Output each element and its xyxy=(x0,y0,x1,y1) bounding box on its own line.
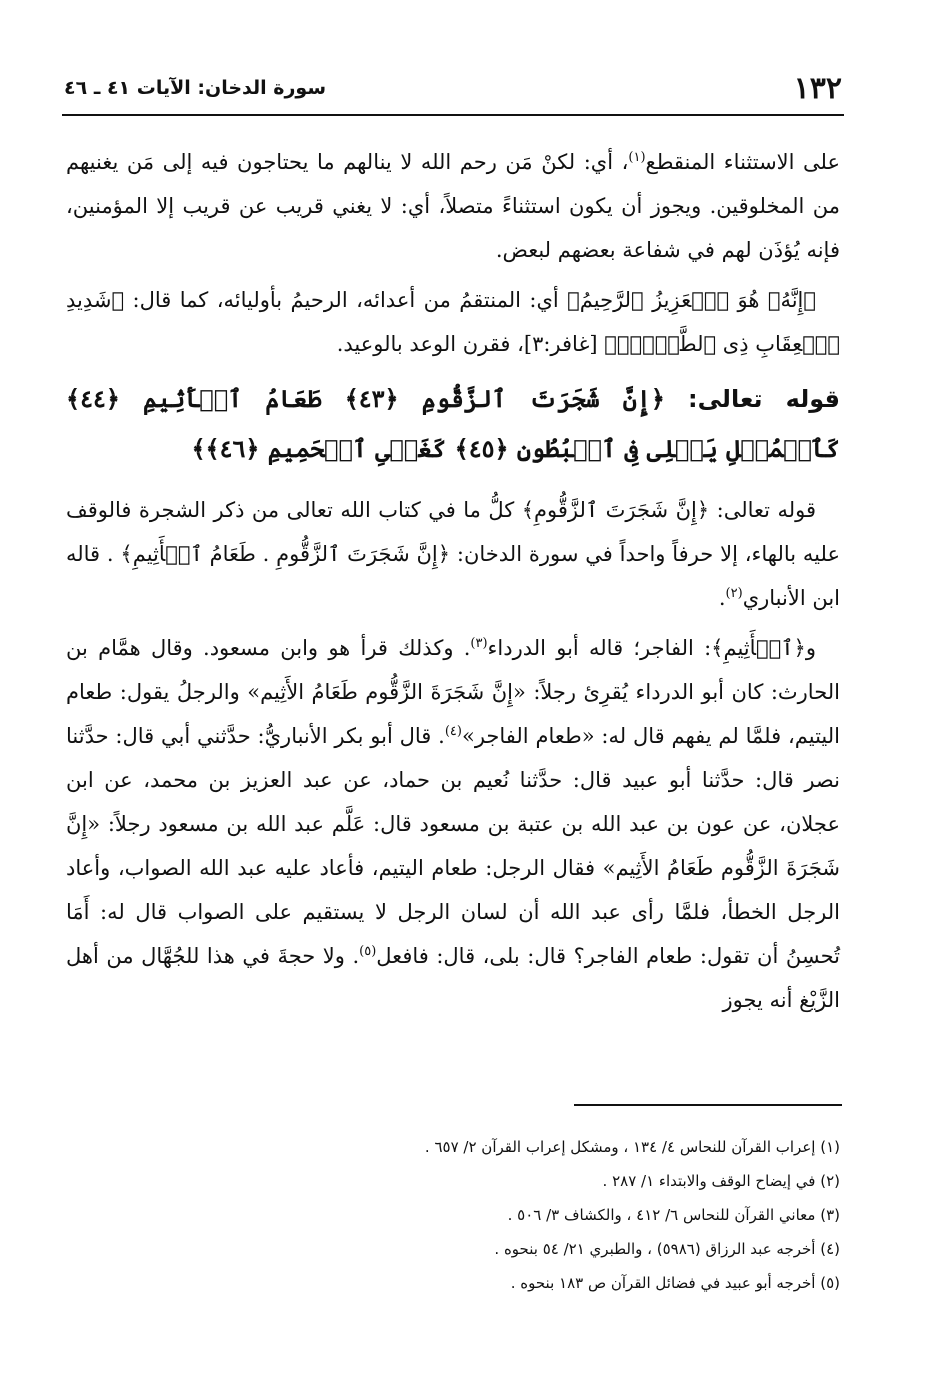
footnotes xyxy=(66,1130,840,1300)
main-text xyxy=(66,140,840,1028)
footnote-ref-4: (٤) xyxy=(444,724,462,739)
footnote-ref-2: (٢) xyxy=(725,586,743,601)
footnote: (١) إعراب القرآن للنحاس ٤/ ١٣٤ ، ومشكل إعراب القرآن ٢/ ٦٥٧ . xyxy=(424,1138,840,1156)
paragraph-4: و﴿ٱلۡأَثِيمِ﴾: الفاجر؛ قاله أبو الدرداء$^{(٣)}$. وكذلك قرأ هو وابن مسعود. وقال همَّام بن الحارث: كان أبو الدرداء يُقرِئ رجلاً: «إِنَّ شَجَرَةَ الزَّقُّوم طَعَامُ الأَثِيم» والرجلُ يقول: طعام اليتيم، فلمَّا لم يفهم قال له: «طعام الفاجر»$^{(٤)}$. قال أبو بكر الأنباريُّ: حدَّثني أبي قال: حدَّثنا نصر قال: حدَّثنا أبو عبيد قال: حدَّثنا نُعيم بن حماد، عن عبد العزيز بن محمد، عن ابن عجلان، عن عون بن عبد الله بن عتبة بن مسعود قال: عَلَّم عبد الله بن مسعود رجلاً: «إِنَّ شَجَرَةَ الزَّقُّوم طَعَامُ الأَثِيم» فقال الرجل: طعام اليتيم، فأعاد عليه عبد الله الصواب، وأعاد الرجل الخطأ، فلمَّا رأى عبد الله أن لسان الرجل لا يستقيم على الصواب قال له: أَمَا تُحسِنُ أن تقول: طعام الفاجر؟ قال: بلى، قال: فافعل$^{(٥)}$. ولا حجةَ في هذا للجُهَّال من أهل الزَّيْغ أنه يجوز xyxy=(66,636,840,1012)
page-number: ١٣٢ xyxy=(793,70,842,106)
page-header xyxy=(64,64,842,112)
footnote: (٢) في إيضاح الوقف والابتداء ١/ ٢٨٧ . xyxy=(602,1172,840,1190)
running-title: سورة الدخان: الآيات ٤١ ـ ٤٦ xyxy=(64,77,327,99)
footnote-separator xyxy=(574,1104,842,1106)
verse-label: قوله تعالى: xyxy=(688,385,840,413)
footnote: (٣) معاني القرآن للنحاس ٦/ ٤١٢ ، والكشاف ٣/ ٥٠٦ . xyxy=(507,1206,840,1224)
verse-text: ﴿إِنَّ شَجَرَتَ ٱلزَّقُّومِ ﴿٤٣﴾ طَعَامُ ٱلۡأَثِيمِ ﴿٤٤﴾ كَٱلۡمُهۡلِ يَغۡلِى فِى ٱلۡبُطُونِ ﴿٤٥﴾ كَغَلۡىِ ٱلۡحَمِيمِ ﴿٤٦﴾﴾ xyxy=(66,384,840,463)
header-rule xyxy=(62,114,844,116)
footnote-ref-5: (٥) xyxy=(359,944,377,959)
paragraph-3: قوله تعالى: ﴿إِنَّ شَجَرَتَ ٱلزَّقُّومِ﴾ كلُّ ما في كتاب الله تعالى من ذكر الشجرة فالوقف عليه بالهاء، إلا حرفاً واحداً في سورة الدخان: ﴿إِنَّ شَجَرَتَ ٱلزَّقُّومِ . طَعَامُ ٱلۡأَثِيمِ﴾ . قاله ابن الأنباري$^{(٢)}$. xyxy=(66,498,840,610)
footnote-ref-3: (٣) xyxy=(470,636,488,651)
footnote: (٥) أخرجه أبو عبيد في فضائل القرآن ص ١٨٣ بنحوه . xyxy=(510,1274,840,1292)
footnote: (٤) أخرجه عبد الرزاق (٥٩٨٦) ، والطبري ٢١/ ٥٤ بنحوه . xyxy=(494,1240,840,1258)
paragraph-2: ﴿إِنَّهُۥ هُوَ ٱلۡعَزِيزُ ٱلرَّحِيمُ﴾ أي: المنتقمُ من أعدائه، الرحيمُ بأوليائه، كما قال: ﴿شَدِيدِ ٱلۡعِقَابِ ذِى ٱلطَّوۡلِۖ﴾ [غافر:٣]، فقرن الوعد بالوعيد. xyxy=(66,288,840,356)
paragraph-1: على الاستثناء المنقطع$^{(١)}$، أي: لكنْ مَن رحم الله لا ينالهم ما يحتاجون فيه إلى مَن يغنيهم من المخلوقين. ويجوز أن يكون استثناءً متصلاً، أي: لا يغني قريب عن قريب إلا المؤمنين، فإنه يُؤذَن لهم في شفاعة بعضهم لبعض. xyxy=(66,150,841,262)
footnote-ref-1: (١) xyxy=(628,150,646,165)
verse-heading xyxy=(66,374,840,474)
